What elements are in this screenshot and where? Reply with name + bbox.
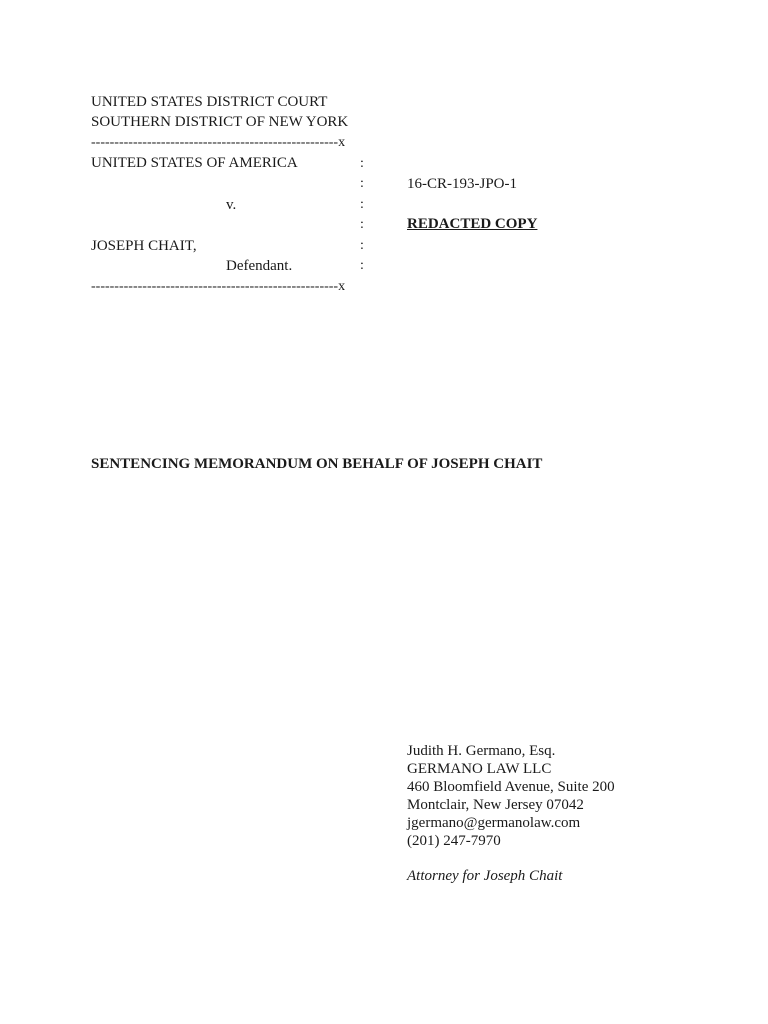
caption-colon: :	[360, 238, 364, 253]
redacted-copy-label: REDACTED COPY	[407, 216, 538, 232]
caption-colon: :	[360, 176, 364, 191]
caption-rule-top: -----------------------------------------------------x	[91, 135, 346, 150]
attorney-name: Judith H. Germano, Esq.	[407, 743, 556, 759]
case-number: 16-CR-193-JPO-1	[407, 176, 518, 192]
court-district: SOUTHERN DISTRICT OF NEW YORK	[91, 114, 349, 130]
attorney-role: Attorney for Joseph Chait	[407, 868, 563, 884]
defendant-label: Defendant.	[226, 258, 293, 274]
attorney-email: jgermano@germanolaw.com	[407, 815, 581, 831]
court-name: UNITED STATES DISTRICT COURT	[91, 94, 328, 110]
address-line-2: Montclair, New Jersey 07042	[407, 797, 584, 813]
attorney-phone: (201) 247-7970	[407, 833, 501, 849]
caption-colon: :	[360, 197, 364, 212]
document-title: SENTENCING MEMORANDUM ON BEHALF OF JOSEPH CHAIT	[91, 456, 543, 472]
defendant-name: JOSEPH CHAIT,	[91, 238, 197, 254]
caption-colon: :	[360, 156, 364, 171]
caption-colon: :	[360, 217, 364, 232]
plaintiff-name: UNITED STATES OF AMERICA	[91, 155, 298, 171]
law-firm: GERMANO LAW LLC	[407, 761, 552, 777]
address-line-1: 460 Bloomfield Avenue, Suite 200	[407, 779, 615, 795]
caption-rule-bottom: -----------------------------------------------------x	[91, 279, 346, 294]
caption-colon: :	[360, 258, 364, 273]
versus-label: v.	[226, 197, 237, 213]
